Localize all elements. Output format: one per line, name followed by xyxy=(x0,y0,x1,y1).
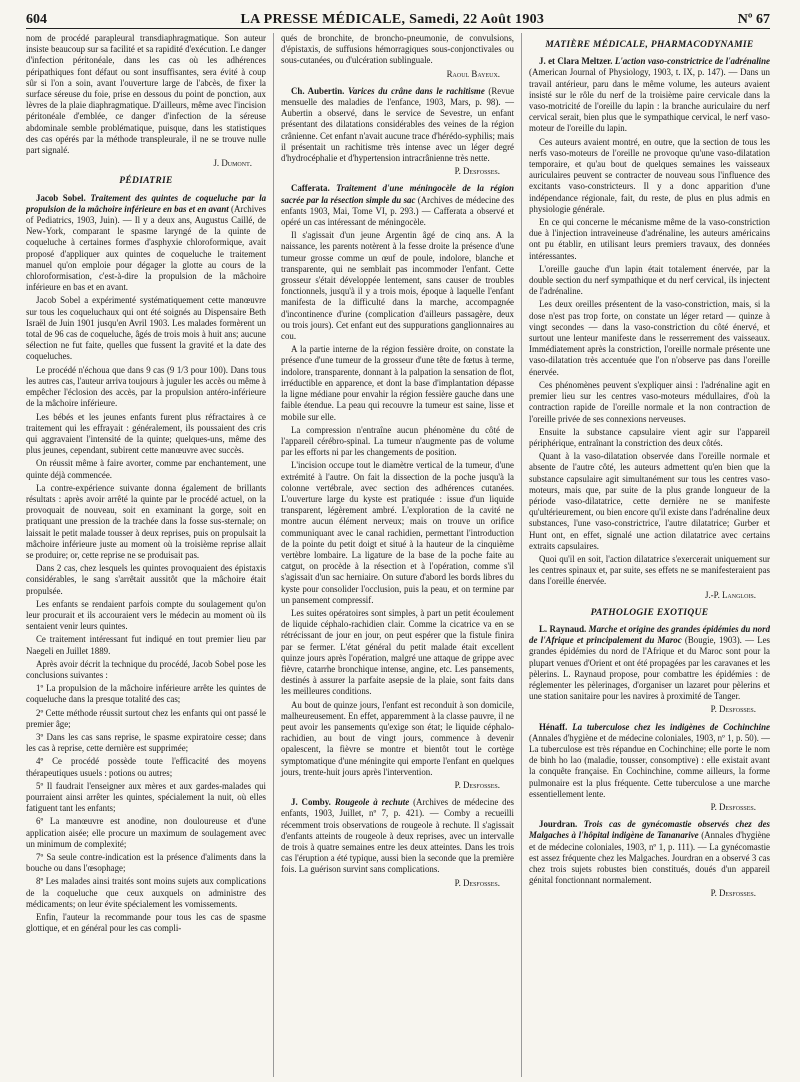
paragraph: Ensuite la substance capsulaire vient agir sur l'appareil périphérique, entraînant la constriction des deux côtés. xyxy=(529,426,770,448)
signature: Raoul Bayeux. xyxy=(446,68,500,79)
paragraph: Enfin, l'auteur la recommande pour tous les cas de spasme glottique, et en général pour les cas compli- xyxy=(26,912,266,934)
paragraph: Après avoir décrit la technique du procédé, Jacob Sobel pose les conclusions suivantes : xyxy=(26,658,266,680)
paragraph: Il s'agissait d'un jeune Argentin âgé de cinq ans. A la naissance, les parents notèrent à la fesse droite la présence d'une tumeur grosse comme un œuf de poule, indolore, blanche et transparente, qui ne semblait pas incommoder l'enfant. Cette grosseur s'était développée lentement, sans causer de troubles fonctionnels, jusqu'à il y a trois mois, époque à laquelle l'enfant manifesta de la difficulté dans la marche, accompagnée d'incontinence d'urine (complication d'ailleurs passagère, deux ou trois jours). Cet enfant eut des suppurations ganglionnaires au cou. xyxy=(281,230,514,342)
article-lead xyxy=(529,56,770,134)
article-reference: (Archives de médecine des enfants, 1903, Juillet, nº 7, p. 421). — Comby a recueilli récemment trois observations de rougeole à rechute. Il s'agissait d'enfants atteints de rougeole à deux reprises, avec un intervalle de trois à quatre semaines entre les deux atteintes. Dans les trois cas l'éruption a été typique, aussi bien la seconde que la première fois. La guérison survint sans complications. xyxy=(281,797,515,875)
paragraph: On réussit même à faire avorter, comme par enchantement, une quinte déjà commencée. xyxy=(26,458,266,480)
signature: P. Desfosses. xyxy=(454,877,500,888)
section-heading: PÉDIATRIE xyxy=(119,176,173,187)
article-lead xyxy=(529,819,770,886)
column-1 xyxy=(26,33,274,1077)
paragraph: La contre-expérience suivante donna également de brillants résultats : après avoir arrêté la quinte par le procédé actuel, on la provoquait de nouveau, soit en examinant la gorge, soit en pratiquant une pression de la trachée dans la fosse sus-sternale; on laissait le petit malade tousser à deux reprises, puis on propulsait la mâchoire inférieure juste au moment où la troisième reprise allait se produire; or, cette reprise ne se produisait pas. xyxy=(26,482,266,560)
paragraph: L'incision occupe tout le diamètre vertical de la tumeur, d'une extrémité à l'autre. On fait la dissection de la poche jusqu'à la colonne vertébrale, avec section des adhérences cutanées. L'ouverture large du kyste est pratiquée : issue d'un liquide transparent, légèrement ambré. L'exploration de la cavité ne montre aucun élément nerveux; mais on trouve un orifice communiquant avec le canal rachidien, permettant l'introduction de la pointe du petit doigt et situé à la hauteur de la cinquième vertèbre lombaire. La ligature de la base de la poche faite au catgut, on procède à la résection et à l'opération, comme s'il s'agissait d'un sac herniaire. On suture d'abord les bords libres du kyste pour consolider l'occlusion, puis la peau, et on termine par un pansement compressif. xyxy=(281,460,514,605)
paragraph: Ce traitement intéressant fut indiqué en tout premier lieu par Naegeli en Juillet 1889. xyxy=(26,634,266,656)
page-header xyxy=(26,0,770,29)
article-reference: (Revue mensuelle des maladies de l'enfance, 1903, Mars, p. 98). — Aubertin a observé, dans le service de Sevestre, un enfant présentant des dilatations considérables des veines de la région crânienne. Cet enfant n'avait aucune trace d'hérédo-syphilis; mais il présentait un rachitisme très intense avec un léger degré d'hydrocéphalie et d'hypertension intracrânienne très nette. xyxy=(281,85,515,164)
paragraph: Les bébés et les jeunes enfants furent plus réfractaires à ce traitement qui les effrayait : généralement, ils poussaient des cris qui aggravaient l'intensité de la quinte; quelques-uns, même des plus jeunes, cependant, subirent cette manœuvre avec succès. xyxy=(26,411,266,456)
column-2 xyxy=(274,33,522,1077)
paragraph: Le procédé n'échoua que dans 9 cas (9 1/3 pour 100). Dans tous les autres cas, l'auteur arriva toujours à juguler les accès ou même à empêcher l'éclosion des accès, par la propulsion antéro-inférieure de la mâchoire inférieure. xyxy=(26,364,266,409)
article-author: Jacob Sobel. xyxy=(36,192,86,203)
list-item: 7º Sa seule contre-indication est la présence d'aliments dans la bouche ou dans l'œsophage; xyxy=(26,852,266,874)
paragraph: Jacob Sobel a expérimenté systématiquement cette manœuvre sur tous les coqueluchaux qui ont été soignés au Dispensaire Beth Israël de Juin 1901 jusqu'en Avril 1903. Les malades formèrent un total de 96 cas de coqueluche, âgés de trois mois à huit ans; aucune sélection ne fut faite, quelles que fussent la gravité et la date des coqueluches. xyxy=(26,295,266,362)
article-author: J. et Clara Meltzer. xyxy=(539,56,613,67)
paragraph: En ce qui concerne le mécanisme même de la vaso-constriction due à l'injection intraveineuse d'adrénaline, les auteurs américains ont pu établir, en utilisant leurs premiers travaux, des données intéressantes. xyxy=(529,217,770,261)
article-author: J. Comby. xyxy=(291,797,331,808)
list-item: 6º La manœuvre est anodine, non douloureuse et d'une application aisée; elle procure un maximum de soulagement avec un minimum de complexité; xyxy=(26,816,266,849)
paragraph: nom de procédé parapleural transdiaphragmatique. Son auteur insiste beaucoup sur sa facilité et sa rapidité d'exécution. Le danger d'infection péritonéale, dans les cas où les adhérences péripathiques font défaut ou sont insuffisantes, sera évité à coup sûr si l'on a soin, avant l'ouverture large de l'abcès, de fixer la surface séreuse du foie, prise en dessous du point de ponction, aux lèvres de la plaie diaphragmatique. D'ailleurs, même avec l'incision péritonéale d'emblée, ce danger d'infection de la séreuse abdominale semble problématique, puisque, dans les statistiques des cas opérés par la méthode transpleurale, il ne se trouve nulle part signalé. xyxy=(26,33,266,156)
signature: J.-P. Langlois. xyxy=(705,589,756,600)
article-title: La tuberculose chez les indigènes de Cochinchine xyxy=(572,721,770,732)
page-number: 604 xyxy=(26,12,47,27)
paragraph: Dans 2 cas, chez lesquels les quintes provoquaient des épistaxis considérables, le sang s'arrêtait aussitôt que la mâchoire était propulsée. xyxy=(26,563,266,596)
article-lead xyxy=(529,624,770,702)
article-title: Marche et origine des grandes épidémies du nord de l'Afrique et principalement du Maroc xyxy=(529,623,770,646)
paragraph: Au bout de quinze jours, l'enfant est reconduit à son domicile, malheureusement. En effet, apparemment à la classe pauvre, il ne peut avoir les pansements qu'exige son état; le liquide céphalo-rachidien, au bout de vingt jours, commence à devenir opalescent, la fièvre se montre et bientôt tout le cortège symptomatique d'une méningite qui emporte l'enfant en quelques jours, trente-huit jours après l'intervention. xyxy=(281,699,514,777)
article-lead xyxy=(281,86,514,164)
section-heading: PATHOLOGIE EXOTIQUE xyxy=(590,607,709,618)
article-reference: (American Journal of Physiology, 1903, t. IX, p. 147). — Dans un travail antérieur, paru dans le même volume, les auteurs avaient insisté sur le rôle du nerf de la troisième paire cervicale dans la vaso-motricité de l'oreille du lapin : la branche auriculaire du nerf cervical serait, bien plus que le sympathique cervical, le nerf vaso-moteur de l'oreille du lapin. xyxy=(529,67,770,134)
list-item: 3º Dans les cas sans reprise, le spasme expiratoire cesse; dans les cas à reprise, cette dernière est supprimée; xyxy=(26,731,266,754)
issue-number: Nº 67 xyxy=(737,12,770,27)
article-reference: (Bougie, 1903). — Les grandes épidémies du nord de l'Afrique et du Maroc sont pour la plupart venues d'Orient et ont été propagées par les caravanes et les pèlerins. L. Raynaud propose, pour combattre les épidémies : de réglementer les pèlerinages, d'organiser un lazaret pour pèlerins et une station sanitaire pour les navires à proximité de Tanger. xyxy=(529,635,770,702)
article-title: Varices du crâne dans le rachitisme xyxy=(348,85,485,96)
article-lead xyxy=(281,797,514,875)
list-item: 8º Les malades ainsi traités sont moins sujets aux complications de la coqueluche que ceux auxquels on administre des médicaments; on leur évite spécialement les vomissements. xyxy=(26,876,266,909)
article-author: Hénaff. xyxy=(539,721,568,732)
article-author: L. Raynaud. xyxy=(539,623,587,634)
columns xyxy=(26,33,770,1077)
list-item: 5º Il faudrait l'enseigner aux mères et aux gardes-malades qui pourraient ainsi arrêter les quintes, spécialement la nuit, où elles fatiguent tant les enfants; xyxy=(26,780,266,814)
paragraph: A la partie interne de la région fessière droite, on constate la présence d'une tumeur de la grosseur d'une tête de fœtus à terme, indolore, transparente, donnant à la palpation la sensation de flot, irréductible en apparence, et dont la base d'implantation dépasse la ligne médiane pour envahir la région fessière gauche dans une faible étendue. La peau qui recouvre la tumeur est saine, lisse et mobile sur elle. xyxy=(281,344,514,422)
signature: P. Desfosses. xyxy=(454,780,500,790)
column-3 xyxy=(522,33,770,1077)
article-lead xyxy=(26,193,266,294)
signature: P. Desfosses. xyxy=(454,166,500,177)
list-item: 1º La propulsion de la mâchoire inférieure arrête les quintes de coqueluche dans la presque totalité des cas; xyxy=(26,683,266,705)
article-title: Traitement d'une méningocèle de la région sacrée par la résection simple du sac xyxy=(281,183,514,205)
paragraph: Les enfants se rendaient parfois compte du soulagement qu'on leur procurait et ils accouraient vers le médecin au moment où ils sentaient venir leurs quintes. xyxy=(26,598,266,632)
article-lead xyxy=(281,183,514,228)
article-author: Ch. Aubertin. xyxy=(291,85,345,96)
paragraph: Ces phénomènes peuvent s'expliquer ainsi : l'adrénaline agit en premier lieu sur les centres vaso-moteurs médullaires, d'où la contraction rapide de l'oreille normale et la non contraction de l'oreille privée de ses connexions nerveuses. xyxy=(529,379,770,424)
paragraph: Quoi qu'il en soit, l'action dilatatrice s'exercerait uniquement sur les centres spinaux et, par suite, ses effets ne se manifesteraient pas dans l'oreille énervée. xyxy=(529,553,770,587)
signature: P. Desfosses. xyxy=(710,704,756,715)
article-reference: (Archives of Pediatrics, 1903, Juin). — Il y a deux ans, Augustus Caillé, de New-York, comparant le spasme laryngé de la quinte de coqueluche à certaines formes d'asphyxie chloroformique, avait proposé d'appliquer aux quintes de coqueluche le traitement manuel qu'on emploie pour dégager la glotte au cours de la chloroformisation, c'est-à-dire la propulsion de la mâchoire inférieure en bas et en avant. xyxy=(26,203,267,293)
article-author: Cafferata. xyxy=(291,183,330,194)
paragraph: L'oreille gauche d'un lapin était totalement énervée, par la double section du nerf sympathique et du nerf cervical, ils injectent de l'adrénaline. xyxy=(529,263,770,297)
signature: P. Desfosses. xyxy=(710,802,756,812)
paragraph: La compression n'entraîne aucun phénomène du côté de l'appareil cérébro-spinal. La tumeur n'augmente pas de volume par les efforts ni par les changements de position. xyxy=(281,424,514,458)
article-title: Rougeole à rechute xyxy=(334,797,410,808)
journal-title: LA PRESSE MÉDICALE, Samedi, 22 Août 1903 xyxy=(240,12,545,27)
paragraph: Ces auteurs avaient montré, en outre, que la section de tous les nerfs vaso-moteurs de l'oreille ne provoque qu'une vaso-dilatation temporaire, et qu'au bout de quelques semaines les vaisseaux auriculaires peuvent se contracter de nouveau sous l'influence des excitants vaso-constricteurs. Il y a donc apparition d'une indépendance régionale, fait, du reste, de plus en plus admis en physiologie générale. xyxy=(529,136,770,214)
paragraph: Quant à la vaso-dilatation observée dans l'oreille normale et absente de l'autre côté, les auteurs admettent qu'en bien que la substance capsulaire agit simultanément sur tous les centres vaso-moteurs, mais que, par suite de la plus grande longueur de la période vaso-dilatatrice, cette dernière ne se manifeste qu'ultérieurement, ou bien encore qu'il existe dans l'adrénaline deux substances, l'une vaso-constrictrice, l'autre dilatatrice; Gurber et Hunt ont, en effet, signalé une action dilatatrice avec certains extraits capsulaires. xyxy=(529,451,770,551)
section-heading: MATIÈRE MÉDICALE, PHARMACODYNAMIE xyxy=(545,40,754,50)
article-author: Jourdran. xyxy=(539,819,578,830)
article-reference: (Annales d'hygiène et de médecine coloniales, 1903, nº 1, p. 50). — La tuberculose est très répandue en Cochinchine; elle porte le nom de binh ho lao (maladie, tousser, consomptive) : elle existait avant la conquête française. En Cochinchine, comme ailleurs, la forme pulmonaire est la plus fréquente. Cette tuberculose a une marche essentiellement lente. xyxy=(529,732,770,799)
paragraph: Les suites opératoires sont simples, à part un petit écoulement de liquide céphalo-rachidien clair. Comme la cicatrice va en se rétrécissant de jour en jour, on peut espérer que la fistule finira par se fermer. L'état général du petit malade était excellent quinze jours après l'opération, malgré une attaque de grippe avec fièvre, catarrhe bronchique intense, angine, etc. Les pansements, destinés à assurer la parfaite asepsie de la plaie, sont faits dans les meilleures conditions. xyxy=(281,607,514,697)
paragraph: Les deux oreilles présentent de la vaso-constriction, mais, si la dose n'est pas trop forte, on constate un léger retard — quinze à vingt secondes — dans la vaso-constriction du côté énervé, et surtout une lenteur manifeste dans le resserrement des vaisseaux. Immédiatement après la constriction, l'oreille normale présente une vaso-dilatation très accentuée que l'on n'observe pas dans l'oreille énervée. xyxy=(529,299,770,377)
article-reference: (Archives de médecine des enfants 1903, Mai, Tome VI, p. 293.) — Cafferata a observé et opéré un cas intéressant de méningocèle. xyxy=(281,194,515,228)
article-title: L'action vaso-constrictrice de l'adrénaline xyxy=(614,56,770,67)
signature: P. Desfosses. xyxy=(710,888,756,899)
article-title: Trois cas de gynécomastie observés chez des Malgaches à l'hôpital indigène de Tananarive xyxy=(529,819,770,841)
article-lead xyxy=(529,722,770,800)
signature: J. Dumont. xyxy=(213,158,252,169)
article-reference: (Annales d'hygiène et de médecine coloniales, 1903, nº 1, p. 111). — La gynécomastie est assez fréquente chez les Malgaches. Jourdran en a observé 3 cas chez trois sujets robustes bien constitués, doués d'un appareil génital fonctionnant normalement. xyxy=(529,830,770,886)
list-item: 2º Cette méthode réussit surtout chez les enfants qui ont passé le premier âge; xyxy=(26,707,266,729)
paragraph: qués de bronchite, de broncho-pneumonie, de convulsions, d'épistaxis, de suffusions hémorragiques sous-conjonctivales ou sous-cutanées, ou d'ulcération sublinguale. xyxy=(281,33,514,66)
list-item: 4º Ce procédé possède toute l'efficacité des moyens thérapeutiques usuels : potions ou autres; xyxy=(26,756,266,778)
article-title: Traitement des quintes de coqueluche par la propulsion de la mâchoire inférieure en bas et en avant xyxy=(26,192,267,214)
